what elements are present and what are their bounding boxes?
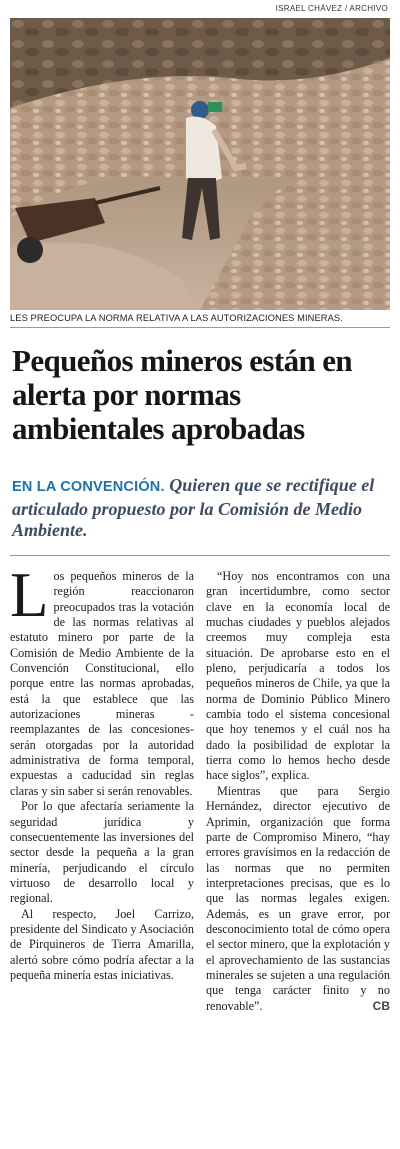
deck-text: Quieren que se rectifique el articulado propuesto por la Comisión de Medio Ambiente. xyxy=(12,475,375,540)
article-body xyxy=(10,560,390,1149)
photo-caption: LES PREOCUPA LA NORMA RELATIVA A LAS AUTORIZACIONES MINERAS. xyxy=(10,313,390,328)
body-paragraph-3: Al respecto, Joel Carrizo, presidente del Sindicato y Asociación de Pirquineros de Tierra Amarilla, alertó sobre cómo podría afectar a la pequeña minería estas iniciativas. xyxy=(10,906,194,982)
article-photo xyxy=(10,18,390,310)
body-paragraph-4: “Hoy nos encontramos con una gran incertidumbre, como sector clave en la economía local de muchas ciudades y pueblos alejados creemos muy compleja esta situación. De aprobarse esto en el pleno, perjudicaría a todos los pequeños mineros de Chile, ya que la norma de Dominio Público Minero cambia todo el sistema concesional que hoy tenemos y el cuál nos ha dado la posibilidad de explotar la tierra como lo hemos hecho desde hace siglos”, explica. xyxy=(206,569,390,783)
paragraph-1-text: os pequeños mineros de la región reaccionaron preocupados tras la votación de las normas relativas al estatuto minero por parte de la Comisión de Medio Ambiente de la Convención Constitucional, ello porque entre las normas aprobadas, está la que establece que las autorizaciones mineras -reemplazantes de las concesiones- serán otorgadas por la autoridad administrativa de forma temporal, expuestas a caducidad sin reglas claras y sin saber si serán renovables. xyxy=(10,569,194,798)
miner-photo-illustration xyxy=(10,18,390,310)
end-mark-icon: CB xyxy=(372,998,390,1013)
body-paragraph-2: Por lo que afectaría seriamente la seguridad jurídica y consecuentemente las inversiones del sector desde la pequeña a la gran minería, perjudicando el círculo virtuoso de desarrollo local y regional. xyxy=(10,799,194,906)
article-headline: Pequeños mineros están en alerta por normas ambientales aprobadas xyxy=(12,343,353,446)
body-column-left xyxy=(10,560,194,983)
article-deck xyxy=(12,475,390,542)
body-paragraph-1 xyxy=(10,560,194,799)
drop-cap: L xyxy=(10,560,49,630)
paragraph-5-text: Mientras que para Sergio Hernández, director ejecutivo de Aprimin, organización que forma parte de Compromiso Minero, “hay errores gravísimos en la redacción de las normas que no permiten interpretaciones precisas, que es lo que las normas legales exigen. Además, es un grave error, por desconocimiento total de cómo opera el sector minero, que la explotación y el aprovechamiento de las sustancias minerales se sujeten a una regulación que tenga carácter finito y no renovable”. xyxy=(206,783,390,1013)
divider-rule xyxy=(10,555,390,556)
photo-credit: ISRAEL CHÁVEZ / ARCHIVO xyxy=(275,4,388,13)
body-column-right xyxy=(206,569,390,1014)
body-paragraph-5 xyxy=(206,784,390,1014)
section-kicker: EN LA CONVENCIÓN. xyxy=(12,479,165,495)
